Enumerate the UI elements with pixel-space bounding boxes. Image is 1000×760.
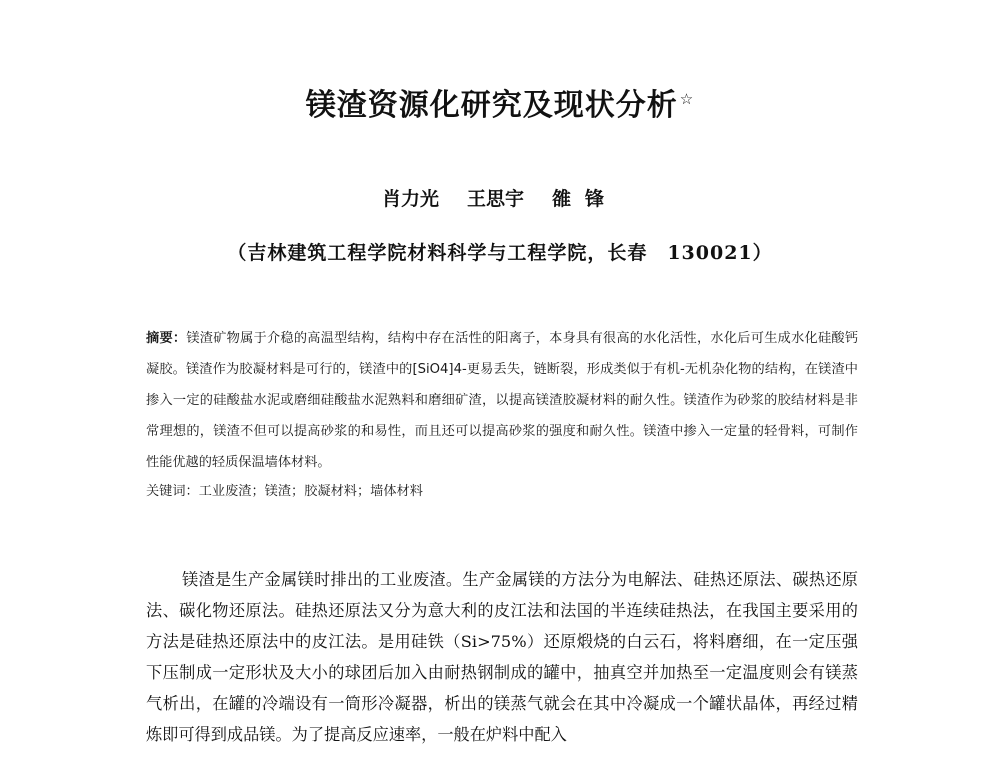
author-list [0, 186, 1000, 212]
abstract [146, 323, 858, 478]
keywords-label: 关键词： [146, 484, 199, 499]
author-name: 雒锋 [552, 188, 619, 210]
keywords [146, 479, 858, 505]
keywords-text: 工业废渣；镁渣；胶凝材料；墙体材料 [198, 484, 423, 499]
title-footnote-mark: ☆ [679, 90, 695, 108]
abstract-label: 摘要： [146, 331, 187, 346]
paper-title [0, 78, 1000, 127]
affiliation: （吉林建筑工程学院材料科学与工程学院，长春 130021） [227, 242, 773, 264]
author-name: 肖力光 [381, 188, 439, 210]
abstract-text: 镁渣矿物属于介稳的高温型结构，结构中存在活性的阳离子，本身具有很高的水化活性，水化后可生成水化硅酸钙凝胶。镁渣作为胶凝材料是可行的，镁渣中的[SiO4]4-更易丢失，链断裂，形成类似于有机-无机杂化物的结构，在镁渣中掺入一定的硅酸盐水泥或磨细硅酸盐水泥熟料和磨细矿渣，以提高镁渣胶凝材料的耐久性。镁渣作为砂浆的胶结材料是非常理想的，镁渣不但可以提高砂浆的和易性，而且还可以提高砂浆的强度和耐久性。镁渣中掺入一定量的轻骨料，可制作性能优越的轻质保温墙体材料。 [146, 331, 859, 470]
title-text: 镁渣资源化研究及现状分析 [305, 88, 678, 123]
author-name: 王思宇 [466, 188, 524, 210]
body-paragraph: 镁渣是生产金属镁时排出的工业废渣。生产金属镁的方法分为电解法、硅热还原法、碳热还原法、碳化物还原法。硅热还原法又分为意大利的皮江法和法国的半连续硅热法，在我国主要采用的方法是硅热还原法中的皮江法。是用硅铁（Si>75%）还原煅烧的白云石，将料磨细，在一定压强下压制成一定形状及大小的球团后加入由耐热钢制成的罐中，抽真空并加热至一定温度则会有镁蒸气析出，在罐的冷端设有一筒形冷凝器，析出的镁蒸气就会在其中冷凝成一个罐状晶体，再经过精炼即可得到成品镁。为了提高反应速率，一般在炉料中配入 [146, 570, 858, 744]
